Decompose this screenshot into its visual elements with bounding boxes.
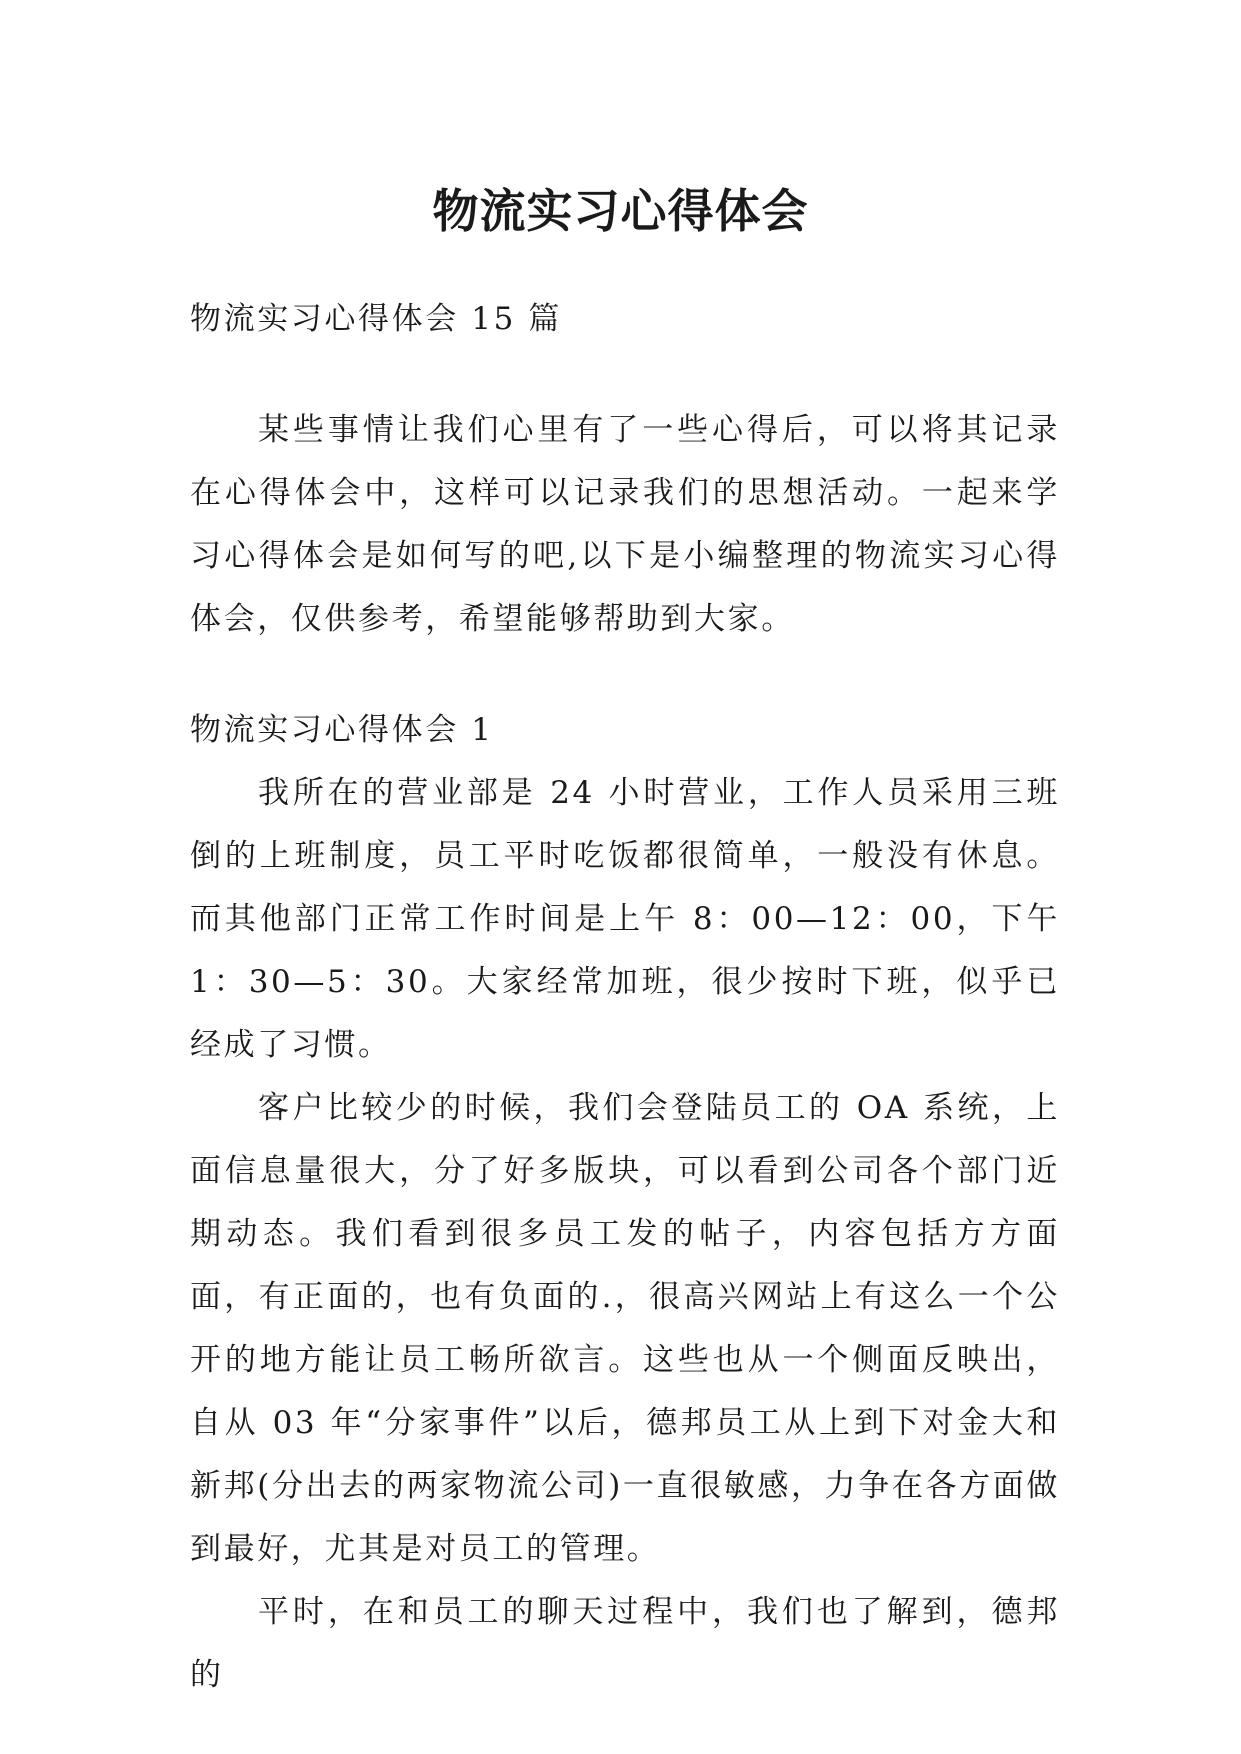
- section-heading: 物流实习心得体会 1: [190, 712, 494, 748]
- spacer: [190, 351, 1060, 399]
- body-paragraph: 平时，在和员工的聊天过程中，我们也了解到，德邦的: [190, 1594, 1060, 1693]
- intro-paragraph: 某些事情让我们心里有了一些心得后，可以将其记录在心得体会中，这样可以记录我们的思想活动。一起来学习心得体会是如何写的吧,以下是小编整理的物流实习心得体会，仅供参考，希望能够帮助到大家。: [190, 412, 1060, 637]
- body-paragraph: 客户比较少的时候，我们会登陆员工的 OA 系统，上面信息量很大，分了好多版块，可以看到公司各个部门近期动态。我们看到很多员工发的帖子，内容包括方方面面，有正面的，也有负面的.，很高兴网站上有这么一个公开的地方能让员工畅所欲言。这些也从一个侧面反映出，自从 03 年“分家事件”以后，德邦员工从上到下对金大和新邦(分出去的两家物流公司)一直很敏感，力争在各方面做到最好，尤其是对员工的管理。: [190, 1090, 1060, 1567]
- spacer: [190, 651, 1060, 699]
- document-title: 物流实习心得体会: [432, 183, 809, 238]
- body-paragraph: 我所在的营业部是 24 小时营业，工作人员采用三班倒的上班制度，员工平时吃饭都很简单，一般没有休息。而其他部门正常工作时间是上午 8：00—12：00，下午 1：30—5：30。大家经常加班，很少按时下班，似乎已经成了习惯。: [190, 775, 1060, 1063]
- document-body: [190, 288, 1060, 1707]
- document-subtitle: 物流实习心得体会 15 篇: [190, 301, 562, 337]
